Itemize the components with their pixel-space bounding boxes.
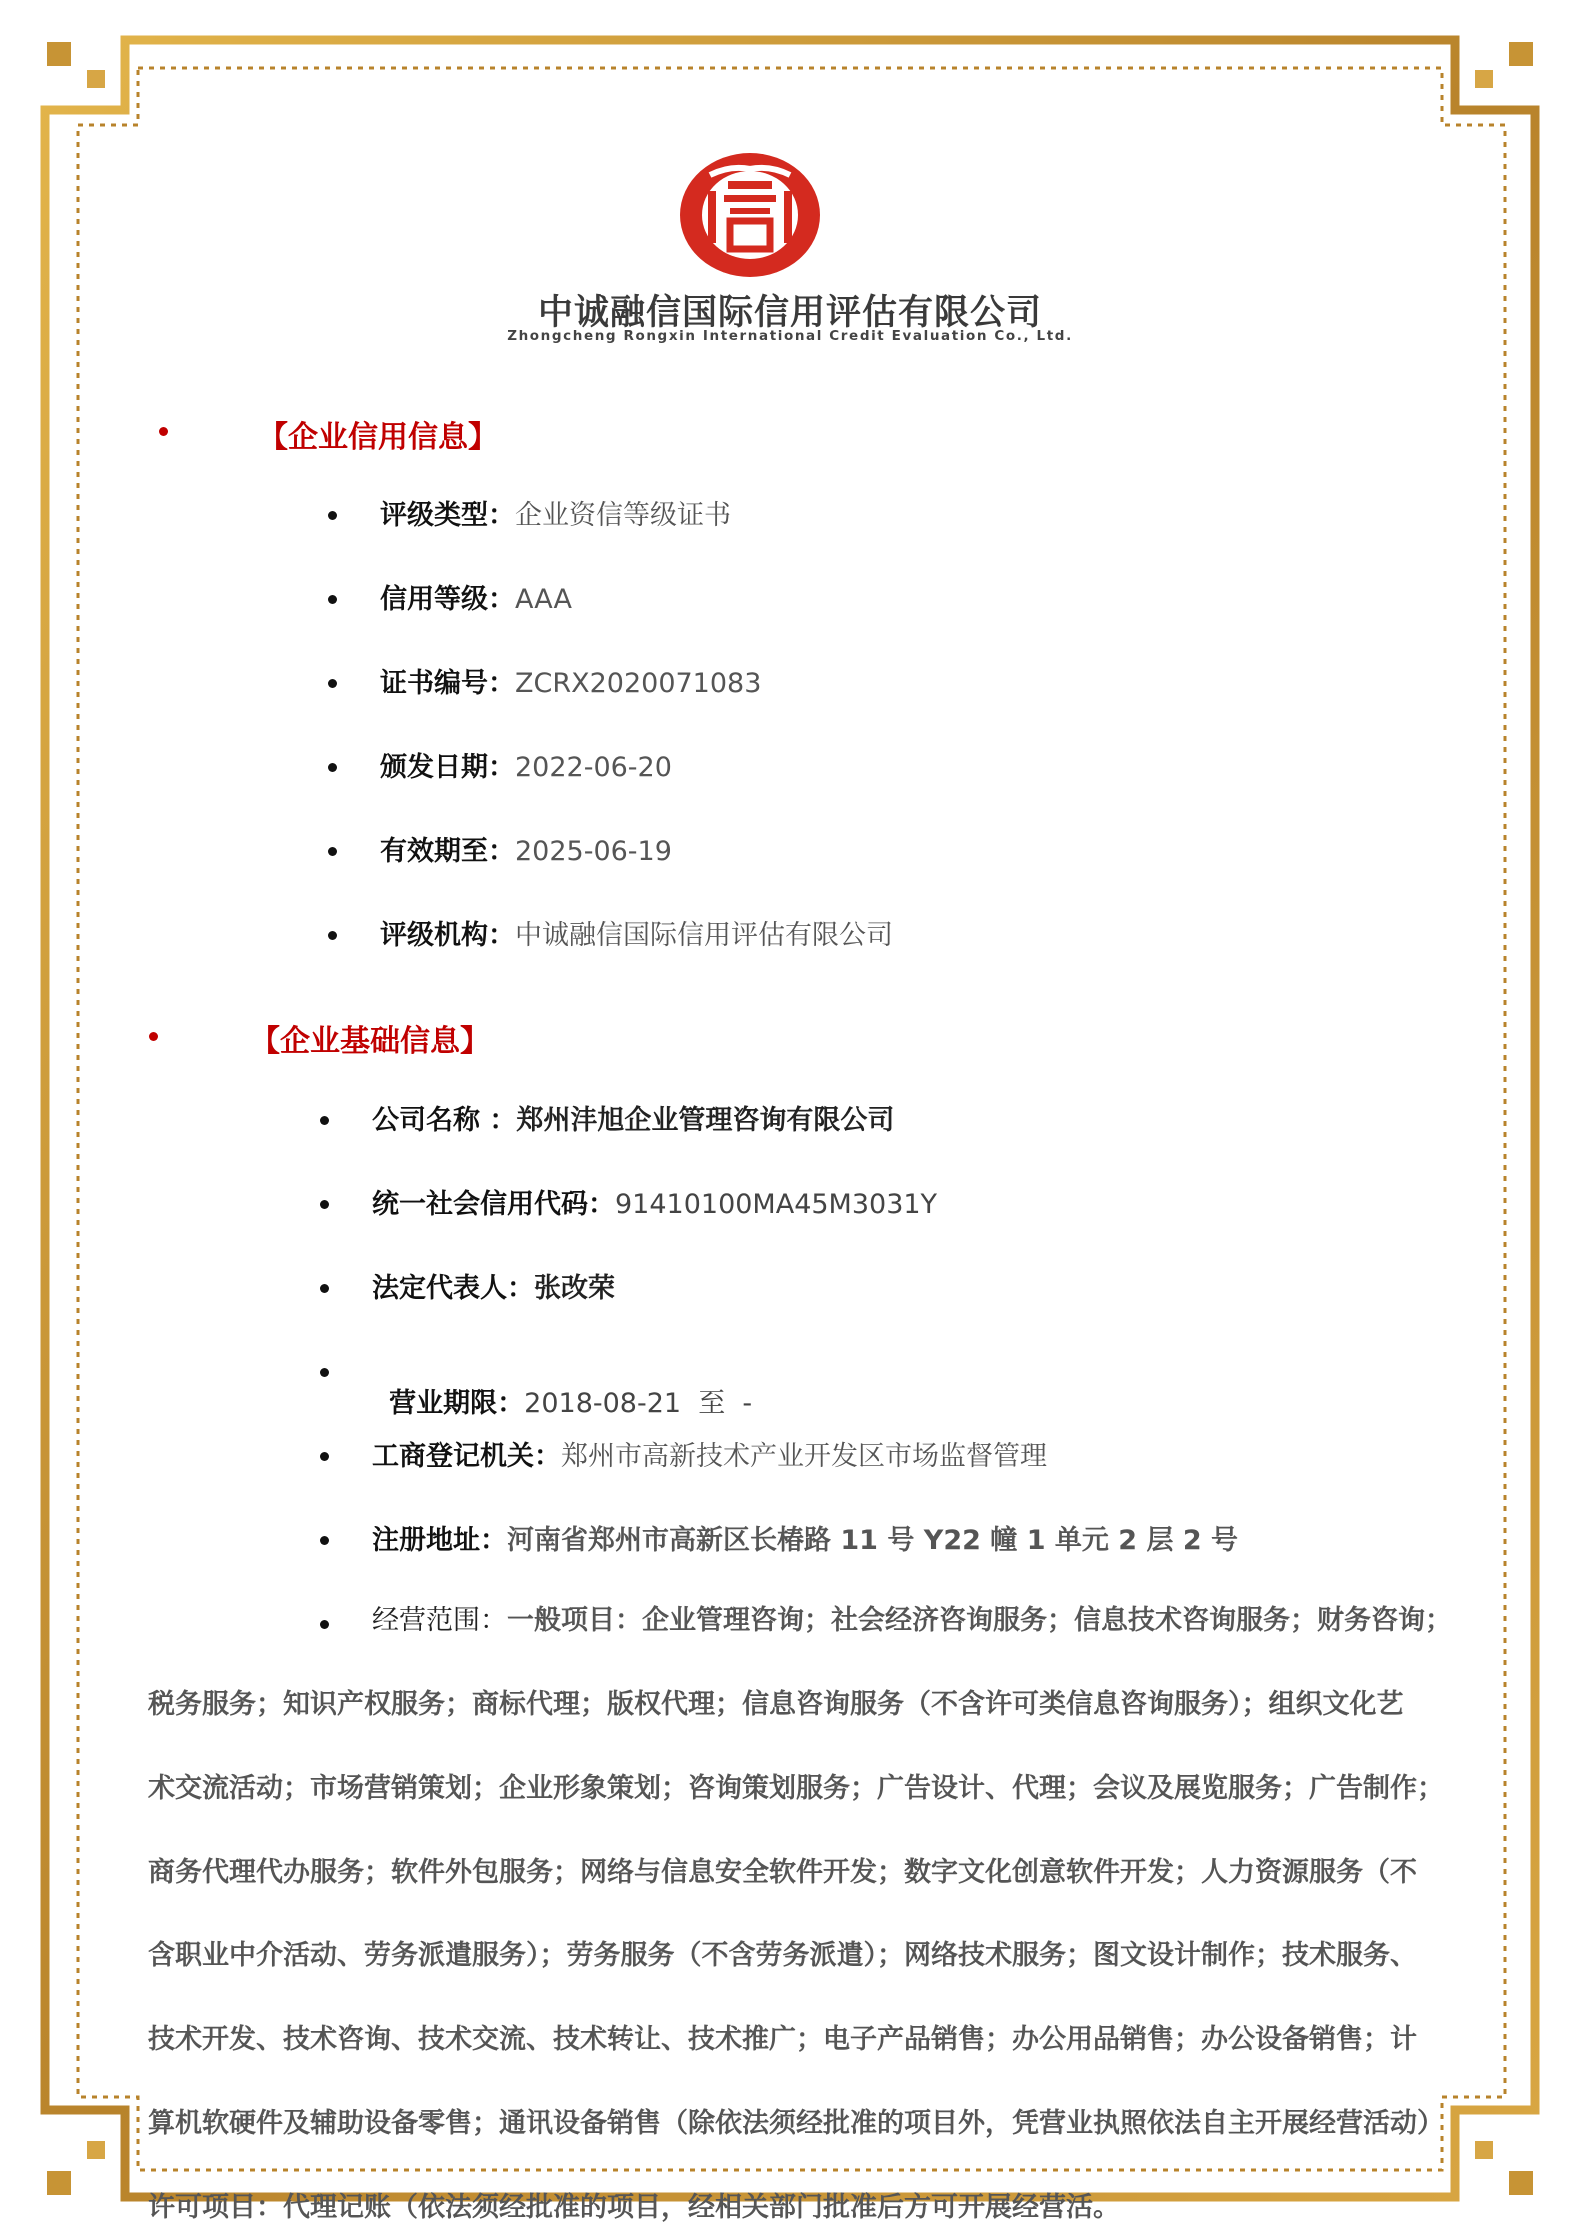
item-value: 张改荣	[534, 1273, 615, 1304]
item-label: 信用等级：	[380, 584, 515, 615]
item-label: 法定代表人：	[372, 1273, 534, 1304]
list-bullet	[320, 1284, 329, 1293]
list-bullet	[320, 1368, 329, 1377]
business-scope-line: 含职业中介活动、劳务派遣服务）；劳务服务（不含劳务派遣）；网络技术服务；图文设计制作；技术服务、	[148, 1940, 1417, 1971]
company-logo	[670, 145, 830, 285]
item-label: 评级类型：	[380, 500, 515, 531]
item-value: 2018-08-21 至 -	[524, 1388, 753, 1419]
list-bullet	[320, 1452, 329, 1461]
section-bullet	[159, 427, 168, 436]
item-value: 郑州市高新技术产业开发区市场监督管理	[561, 1441, 1047, 1472]
business-scope-first-line	[372, 1598, 1452, 1637]
basic-item-credit-code	[372, 1182, 937, 1221]
item-label: 工商登记机关：	[372, 1441, 561, 1472]
company-logo-name-cn: 中诚融信国际信用评估有限公司	[537, 293, 1042, 333]
business-scope-line: 术交流活动；市场营销策划；企业形象策划；咨询策划服务；广告设计、代理；会议及展览服务；广告制作；	[148, 1773, 1444, 1804]
item-label: 有效期至：	[380, 836, 515, 867]
item-value: 2025-06-19	[515, 836, 672, 867]
item-value: 2022-06-20	[515, 752, 672, 783]
item-label: 证书编号：	[380, 668, 515, 699]
item-value: 郑州沣旭企业管理咨询有限公司	[516, 1105, 895, 1136]
item-value: ZCRX2020071083	[515, 668, 762, 699]
section-bullet	[149, 1032, 158, 1041]
basic-item-legal-representative	[372, 1266, 615, 1305]
credit-item-valid-until	[380, 829, 672, 868]
list-bullet	[320, 1536, 329, 1545]
list-bullet	[328, 847, 337, 856]
basic-item-business-term	[372, 1350, 752, 1420]
list-bullet	[320, 1200, 329, 1209]
item-label: 统一社会信用代码：	[372, 1189, 615, 1220]
item-value: AAA	[515, 584, 572, 615]
basic-section-title: 【企业基础信息】	[250, 1024, 490, 1059]
item-label: 公司名称 ：	[372, 1105, 517, 1136]
business-scope-line: 技术开发、技术咨询、技术交流、技术转让、技术推广；电子产品销售；办公用品销售；办公设备销售；计	[148, 2024, 1417, 2055]
item-value: 河南省郑州市高新区长椿路 11 号 Y22 幢 1 单元 2 层 2 号	[507, 1525, 1239, 1556]
basic-item-company-name	[372, 1098, 894, 1137]
list-bullet	[328, 763, 337, 772]
list-bullet	[328, 595, 337, 604]
credit-item-rating-agency	[380, 913, 893, 952]
business-scope-line: 商务代理代办服务；软件外包服务；网络与信息安全软件开发；数字文化创意软件开发；人力资源服务（不	[148, 1857, 1417, 1888]
item-label: 颁发日期：	[380, 752, 515, 783]
business-scope-line: 税务服务；知识产权服务；商标代理；版权代理；信息咨询服务（不含许可类信息咨询服务）；组织文化艺	[148, 1689, 1404, 1720]
list-bullet	[328, 511, 337, 520]
list-bullet	[328, 679, 337, 688]
business-scope-text: 一般项目：企业管理咨询；社会经济咨询服务；信息技术咨询服务；财务咨询；	[507, 1605, 1452, 1636]
item-label: 评级机构：	[380, 920, 515, 951]
credit-item-certificate-number	[380, 661, 761, 700]
basic-item-registered-address	[372, 1518, 1238, 1557]
credit-section-title: 【企业信用信息】	[258, 420, 498, 455]
credit-item-issue-date	[380, 745, 672, 784]
item-value: 中诚融信国际信用评估有限公司	[515, 920, 893, 951]
item-label: 注册地址：	[372, 1525, 507, 1556]
list-bullet	[320, 1620, 329, 1629]
company-logo-name-en: Zhongcheng Rongxin International Credit Evaluation Co., Ltd.	[507, 328, 1073, 344]
business-scope-line: 许可项目：代理记账（依法须经批准的项目，经相关部门批准后方可开展经营活。	[148, 2192, 1120, 2223]
business-scope-label: 经营范围：	[372, 1605, 507, 1636]
basic-item-registration-authority	[372, 1434, 1047, 1473]
item-value: 企业资信等级证书	[515, 500, 731, 531]
list-bullet	[328, 931, 337, 940]
credit-item-rating-type	[380, 493, 731, 532]
item-label: 营业期限：	[389, 1388, 525, 1419]
business-scope-line: 算机软硬件及辅助设备零售；通讯设备销售（除依法须经批准的项目外，凭营业执照依法自主开展经营活动）	[148, 2108, 1444, 2139]
item-value: 91410100MA45M3031Y	[615, 1189, 938, 1220]
credit-item-credit-level	[380, 577, 572, 616]
list-bullet	[320, 1116, 329, 1125]
